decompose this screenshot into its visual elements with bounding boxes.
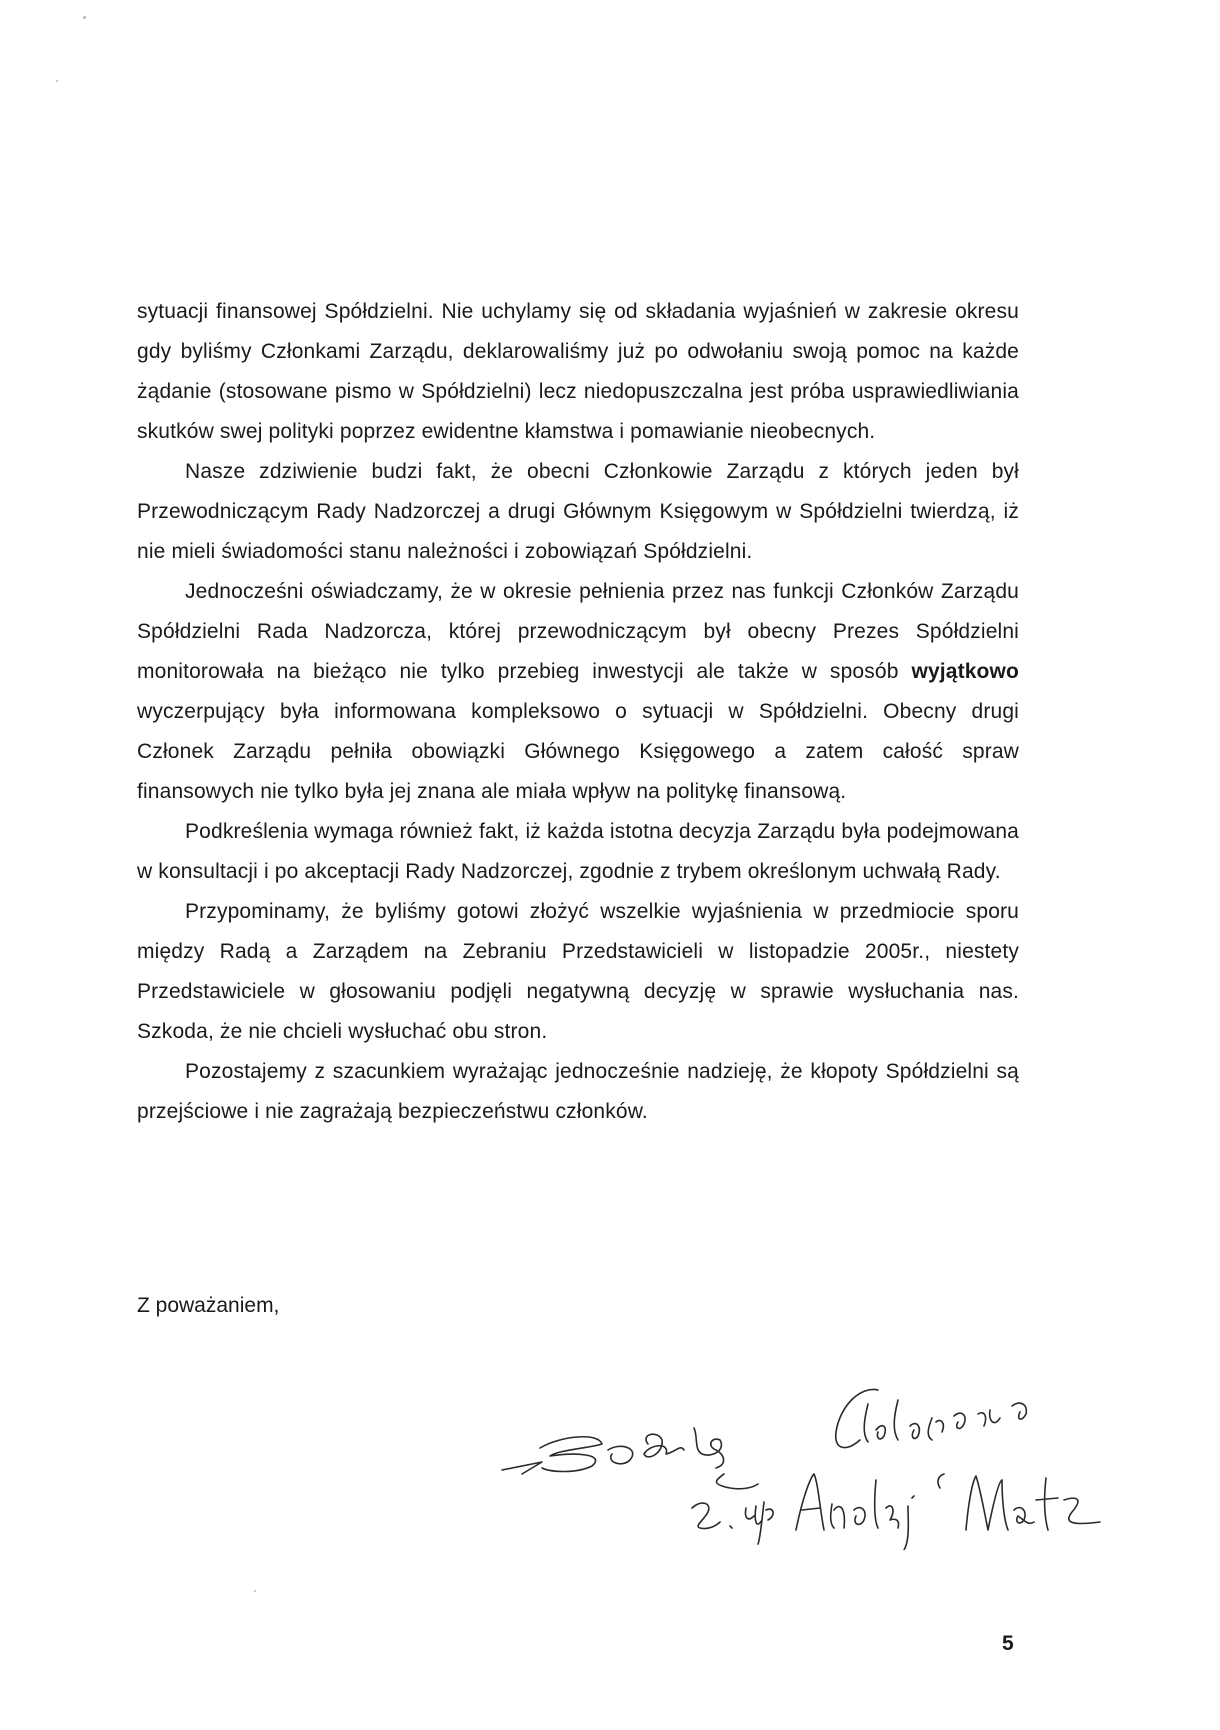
paragraph-4: Podkreślenia wymaga również fakt, iż każda istotna decyzja Zarządu była podejmowana w konsultacji i po akceptacji Rady Nadzorczej, zgodnie z trybem określonym uchwałą Rady. — [137, 820, 1019, 883]
signature-right-bottom — [692, 1474, 1100, 1550]
letter-body — [137, 292, 1019, 1132]
signature-left — [502, 1428, 758, 1489]
paragraph-3: Jednocześni oświadczamy, że w okresie pełnienia przez nas funkcji Członków Zarządu Spółdzielni Rada Nadzorcza, której przewodniczącym był obecny Prezes Spółdzielni monitorowała na bieżąco nie tylko przebieg inwestycji ale także w sposób wyjątkowo wyczerpujący była informowana kompleksowo o sytuacji w Spółdzielni. Obecny drugi Członek Zarządu pełniła obowiązki Głównego Księgowego a zatem całość spraw finansowych nie tylko była jej znana ale miała wpływ na politykę finansową. — [137, 580, 1019, 803]
paragraph-2: Nasze zdziwienie budzi fakt, że obecni Członkowie Zarządu z których jeden był Przewodniczącym Rady Nadzorczej a drugi Głównym Księgowym w Spółdzielni twierdzą, iż nie mieli świadomości stanu należności i zobowiązań Spółdzielni. — [137, 460, 1019, 563]
closing-salutation: Z poważaniem, — [137, 1294, 280, 1317]
emphasis-bold: wyjątkowo — [911, 660, 1019, 683]
paragraph-5: Przypominamy, że byliśmy gotowi złożyć wszelkie wyjaśnienia w przedmiocie sporu między Radą a Zarządem na Zebraniu Przedstawicieli w listopadzie 2005r., niestety Przedstawiciele w głosowaniu podjęli negatywną decyzję w sprawie wysłuchania nas. Szkoda, że nie chcieli wysłuchać obu stron. — [137, 900, 1019, 1043]
handwritten-signatures — [480, 1370, 1120, 1550]
page-number: 5 — [1002, 1632, 1014, 1655]
scan-speck — [56, 80, 58, 82]
paragraph-6: Pozostajemy z szacunkiem wyrażając jednocześnie nadzieję, że kłopoty Spółdzielni są przejściowe i nie zagrażają bezpieczeństwu członków. — [137, 1060, 1019, 1123]
scan-speck — [83, 16, 86, 19]
signature-right-top — [836, 1389, 1027, 1447]
paragraph-1: sytuacji finansowej Spółdzielni. Nie uchylamy się od składania wyjaśnień w zakresie okresu gdy byliśmy Członkami Zarządu, deklarowaliśmy już po odwołaniu swoją pomoc na każde żądanie (stosowane pismo w Spółdzielni) lecz niedopuszczalna jest próba usprawiedliwiania skutków swej polityki poprzez ewidentne kłamstwa i pomawianie nieobecnych. — [137, 300, 1019, 443]
signature-drawing — [480, 1370, 1120, 1550]
scan-speck — [254, 1590, 256, 1592]
